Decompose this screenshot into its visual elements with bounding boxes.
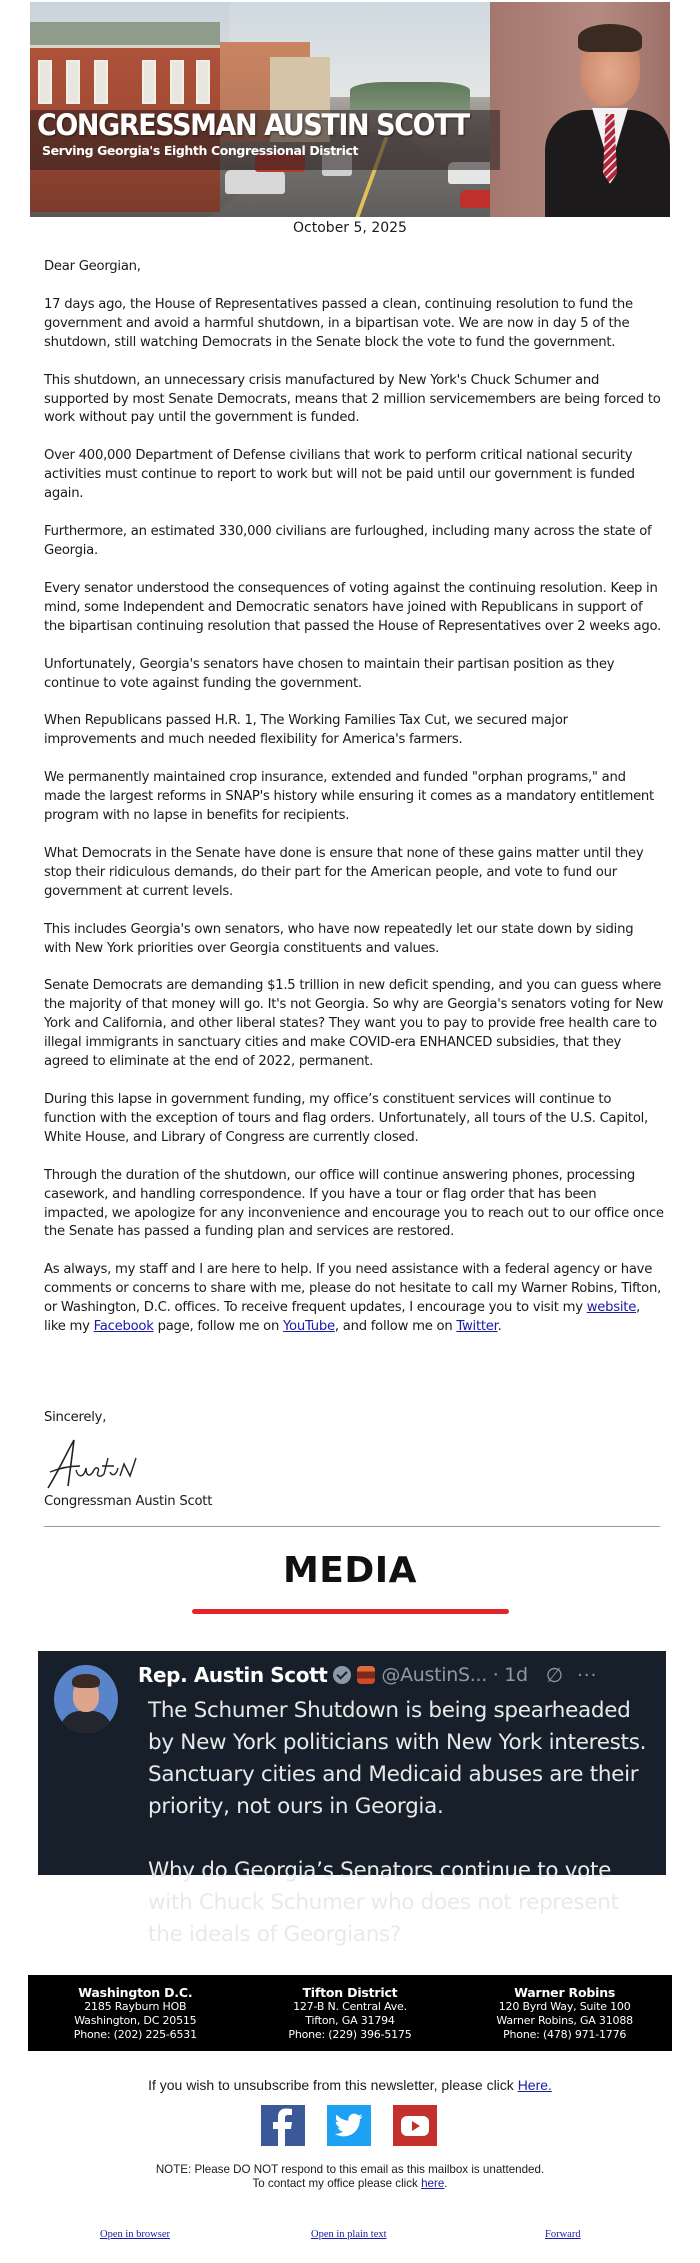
- tweet-text: The Schumer Shutdown is being spearheaded by New York politicians with New York interests. Sanctuary cities and Medicaid abuses are their priority, not ours in Georgia. Why do Georgia’s Senators continue to vote with Chuck Schumer who does not represent the ideals of Georgians?: [148, 1698, 647, 1947]
- youtube-icon[interactable]: [393, 2105, 437, 2146]
- paragraph: This includes Georgia's own senators, who have now repeatedly let our state down by siding with New York priorities over Georgia constituents and values.: [44, 921, 634, 956]
- twitter-icon[interactable]: [327, 2105, 371, 2146]
- paragraph: Senate Democrats are demanding $1.5 trillion in new deficit spending, and you can guess where the majority of that money will go. It's not Georgia. So why are Georgia's senators voting for New York and California, and other liberal states? They want you to pay to provide free health care to illegal immigrants in sanctuary cities and make COVID-era ENHANCED subsidies, that they agreed to eliminate at the end of 2022, permanent.: [44, 978, 664, 1070]
- congressman-portrait: [540, 22, 670, 217]
- do-not-reply-note: NOTE: Please DO NOT respond to this email as this mailbox is unattended. To contact my office please click here.: [155, 2163, 545, 2190]
- website-link[interactable]: website: [586, 1300, 637, 1316]
- tweet-avatar: [54, 1665, 118, 1733]
- facebook-icon[interactable]: [261, 2105, 305, 2146]
- newsletter-date: October 5, 2025: [293, 220, 407, 236]
- newsletter-subtitle: Serving Georgia's Eighth Congressional District: [42, 143, 359, 158]
- verified-badge-icon: [333, 1666, 351, 1684]
- header-banner: [30, 2, 670, 217]
- grok-icon: ∅: [545, 1663, 564, 1687]
- office-locations: [28, 1975, 672, 2051]
- affiliation-badge-icon: [357, 1666, 375, 1684]
- twitter-link[interactable]: Twitter: [456, 1319, 498, 1335]
- greeting: Dear Georgian,: [44, 259, 141, 274]
- media-heading-underline: [192, 1609, 509, 1614]
- paragraph: Unfortunately, Georgia's senators have chosen to maintain their partisan position as they continue to vote against funding the government.: [44, 656, 615, 691]
- forward-link[interactable]: Forward: [545, 2229, 581, 2240]
- paragraph: When Republicans passed H.R. 1, The Working Families Tax Cut, we secured major improvements and much needed flexibility for America's farmers.: [44, 713, 568, 748]
- paragraph: Through the duration of the shutdown, our office will continue answering phones, processing casework, and handling correspondence. If you have a tour or flag order that has been impacted, we apologize for any inconvenience and encourage you to reach out to our office once the Senate has passed a funding plan and services are restored.: [44, 1167, 664, 1240]
- banner-trees: [350, 82, 470, 110]
- signature-image: [44, 1436, 154, 1492]
- tweet-handle: @AustinS... · 1d: [381, 1664, 528, 1686]
- youtube-link[interactable]: YouTube: [283, 1319, 335, 1335]
- contact-office-link[interactable]: here: [421, 2177, 445, 2190]
- facebook-link[interactable]: Facebook: [93, 1319, 154, 1335]
- letter-body: [44, 258, 664, 1356]
- paragraph: This shutdown, an unnecessary crisis manufactured by New York's Chuck Schumer and supported by most Senate Democrats, means that 2 million servicemembers are being forced to work without pay until the government is funded.: [44, 372, 661, 426]
- tweet-header: [138, 1663, 597, 1687]
- media-heading: MEDIA: [282, 1550, 418, 1591]
- paragraph: We permanently maintained crop insurance, extended and funded "orphan programs," and made the largest reforms in SNAP's history while ensuring it comes as a mandatory entitlement program with no lapse in benefits for recipients.: [44, 770, 654, 824]
- sign-off: Sincerely,: [44, 1410, 107, 1425]
- paragraph: Furthermore, an estimated 330,000 civilians are furloughed, including many across the state of Georgia.: [44, 524, 652, 558]
- newsletter-title: CONGRESSMAN AUSTIN SCOTT: [37, 108, 469, 142]
- paragraph: Every senator understood the consequences of voting against the continuing resolution. Keep in mind, some Independent and Democratic senators have joined with Republicans in support of the bipartisan continuing resolution that passed the House of Representatives over 2 weeks ago.: [44, 580, 661, 634]
- paragraph: 17 days ago, the House of Representatives passed a clean, continuing resolution to fund the government and avoid a harmful shutdown, in a bipartisan vote. We are now in day 5 of the shutdown, still watching Democrats in the Senate block the vote to fund the government.: [44, 296, 633, 350]
- paragraph: During this lapse in government funding, my office’s constituent services will continue to function with the exception of tours and flag orders. Unfortunately, all tours of the U.S. Capitol, White House, and Library of Congress are currently closed.: [44, 1092, 648, 1145]
- office-tifton: Tifton District 127-B N. Central Ave. Tifton, GA 31794 Phone: (229) 396-5175: [288, 1985, 412, 2041]
- social-icons: [261, 2105, 437, 2146]
- signer-name: Congressman Austin Scott: [44, 1494, 213, 1509]
- closing-paragraph: As always, my staff and I are here to help. If you need assistance with a federal agency or have comments or concerns to share with me, please do not hesitate to call my Warner Robins, Tifton, or Washington, D.C. offices. To receive frequent updates, I encourage you to visit my website, like my Facebook page, follow me on YouTube, and follow me on Twitter.: [44, 1262, 662, 1335]
- paragraph: Over 400,000 Department of Defense civilians that work to perform critical national security activities must continue to report to work but will not be paid until our government is funded again.: [44, 448, 635, 502]
- office-washington: Washington D.C. 2185 Rayburn HOB Washington, DC 20515 Phone: (202) 225-6531: [73, 1985, 197, 2041]
- tweet-embed-image[interactable]: [38, 1651, 666, 1947]
- section-divider: [44, 1526, 660, 1527]
- office-warner-robins: Warner Robins 120 Byrd Way, Suite 100 Warner Robins, GA 31088 Phone: (478) 971-1776: [496, 1985, 633, 2041]
- unsubscribe-line: If you wish to unsubscribe from this newsletter, please click Here.: [148, 2077, 552, 2093]
- open-in-plain-text-link[interactable]: Open in plain text: [311, 2229, 387, 2240]
- tweet-author-name: Rep. Austin Scott: [138, 1663, 328, 1687]
- unsubscribe-link[interactable]: Here.: [517, 2077, 552, 2093]
- open-in-browser-link[interactable]: Open in browser: [100, 2229, 170, 2240]
- more-options-icon: ···: [577, 1664, 598, 1686]
- paragraph: What Democrats in the Senate have done is ensure that none of these gains matter until they stop their ridiculous demands, do their part for the American people, and vote to fund our government at current levels.: [44, 845, 644, 899]
